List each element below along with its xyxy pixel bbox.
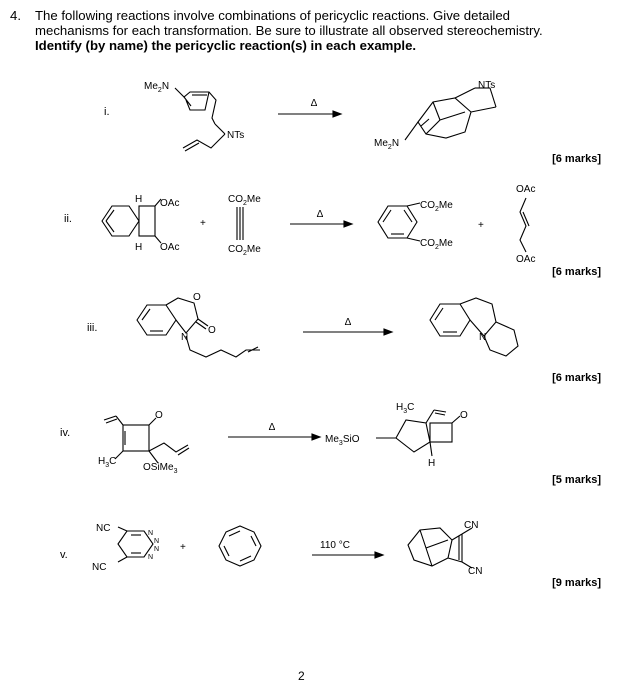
reactant-v-cyclooctatetraene bbox=[219, 526, 261, 566]
page-number: 2 bbox=[298, 669, 305, 683]
reactant-v-nc-bottom: NC bbox=[92, 562, 107, 573]
product-iv-h3c: $H_3C$ bbox=[396, 402, 415, 415]
reactant-v-n3: N bbox=[154, 546, 160, 553]
product-ii-diene-oac-top: OAc bbox=[516, 184, 536, 195]
condition-ii: Δ bbox=[316, 209, 324, 220]
reaction-numeral-i: i. bbox=[104, 106, 110, 118]
reactant-ii-h-bottom: H bbox=[135, 242, 143, 253]
product-i-structure bbox=[405, 88, 496, 140]
reaction-arrow-iii bbox=[303, 329, 392, 335]
reactant-v-n1: N bbox=[148, 530, 154, 537]
reactant-iii-n: N bbox=[181, 332, 189, 343]
reaction-numeral-iv: iv. bbox=[60, 427, 71, 439]
product-iv-me3sio: $Me_3SiO$ bbox=[325, 434, 360, 447]
product-i-amine-label: $Me_2N$ bbox=[374, 138, 400, 151]
reactant-iv-osime3: OSiMe$_3$ bbox=[143, 462, 178, 475]
reactant-iv-h3c: $H_3C$ bbox=[98, 456, 117, 469]
alkyne-ii-structure bbox=[237, 207, 243, 240]
reactant-ii-structure bbox=[102, 199, 161, 243]
reactant-iv-o: O bbox=[155, 410, 163, 421]
reactant-v-nc-top: NC bbox=[96, 523, 111, 534]
marks-i: [6 marks] bbox=[552, 153, 601, 165]
reactant-ii-oac-top: OAc bbox=[160, 198, 180, 209]
product-iv-o: O bbox=[460, 410, 468, 421]
question-line-2: mechanisms for each transformation. Be sure to illustrate all observed stereochemistry. bbox=[35, 23, 543, 38]
reaction-arrow-i bbox=[278, 111, 341, 117]
alkyne-ii-ester-top: $CO_2Me$ bbox=[228, 194, 261, 207]
marks-ii: [6 marks] bbox=[552, 266, 601, 278]
reactant-i-structure bbox=[175, 88, 225, 151]
reactant-ii-oac-bottom: OAc bbox=[160, 242, 180, 253]
reaction-arrow-ii bbox=[290, 221, 352, 227]
reactant-iii-o-carbonyl: O bbox=[208, 325, 216, 336]
reactant-i-amine-label: $Me_2N$ bbox=[144, 81, 170, 94]
reaction-numeral-ii: ii. bbox=[64, 213, 72, 225]
reactant-v-n2: N bbox=[154, 538, 160, 545]
product-i-nts-label: NTs bbox=[478, 80, 496, 91]
question-line-3: Identify (by name) the pericyclic reaction(s) in each example. bbox=[35, 38, 417, 53]
product-ii-diene bbox=[520, 198, 529, 252]
product-v-structure bbox=[408, 528, 472, 568]
condition-iv: Δ bbox=[268, 422, 276, 433]
reaction-numeral-iii: iii. bbox=[87, 322, 98, 334]
reactant-iii-o-ring: O bbox=[193, 292, 201, 303]
condition-iii: Δ bbox=[344, 317, 352, 328]
plus-ii-2: + bbox=[478, 220, 484, 231]
product-v-cn-bottom: CN bbox=[468, 566, 483, 577]
marks-iii: [6 marks] bbox=[552, 372, 601, 384]
reaction-numeral-v: v. bbox=[60, 549, 68, 561]
reactant-ii-h-top: H bbox=[135, 194, 143, 205]
product-iv-structure bbox=[376, 410, 460, 456]
condition-v: 110 °C bbox=[320, 540, 350, 551]
product-ii-diene-oac-bottom: OAc bbox=[516, 254, 536, 265]
marks-v: [9 marks] bbox=[552, 577, 601, 589]
question-number: 4. bbox=[10, 8, 21, 23]
reactant-iii-structure bbox=[137, 298, 260, 357]
product-iii-n: N bbox=[479, 332, 487, 343]
plus-v: + bbox=[180, 542, 186, 553]
question-line-1: The following reactions involve combinations of pericyclic reactions. Give detailed bbox=[35, 8, 510, 23]
product-iv-h: H bbox=[428, 458, 436, 469]
product-ii-ester-bottom: $CO_2Me$ bbox=[420, 238, 453, 251]
reaction-arrow-iv bbox=[228, 434, 320, 440]
marks-iv: [5 marks] bbox=[552, 474, 601, 486]
product-ii-arene bbox=[378, 203, 420, 241]
alkyne-ii-ester-bottom: $CO_2Me$ bbox=[228, 244, 261, 257]
condition-i: Δ bbox=[310, 98, 318, 109]
product-iii-structure bbox=[430, 298, 518, 356]
reactant-i-nts-label: NTs bbox=[227, 130, 245, 141]
product-ii-ester-top: $CO_2Me$ bbox=[420, 200, 453, 213]
reaction-arrow-v bbox=[312, 552, 383, 558]
reactant-v-n4: N bbox=[148, 554, 154, 561]
product-v-cn-top: CN bbox=[464, 520, 479, 531]
reactant-iv-structure bbox=[104, 416, 189, 463]
plus-ii-1: + bbox=[200, 218, 206, 229]
